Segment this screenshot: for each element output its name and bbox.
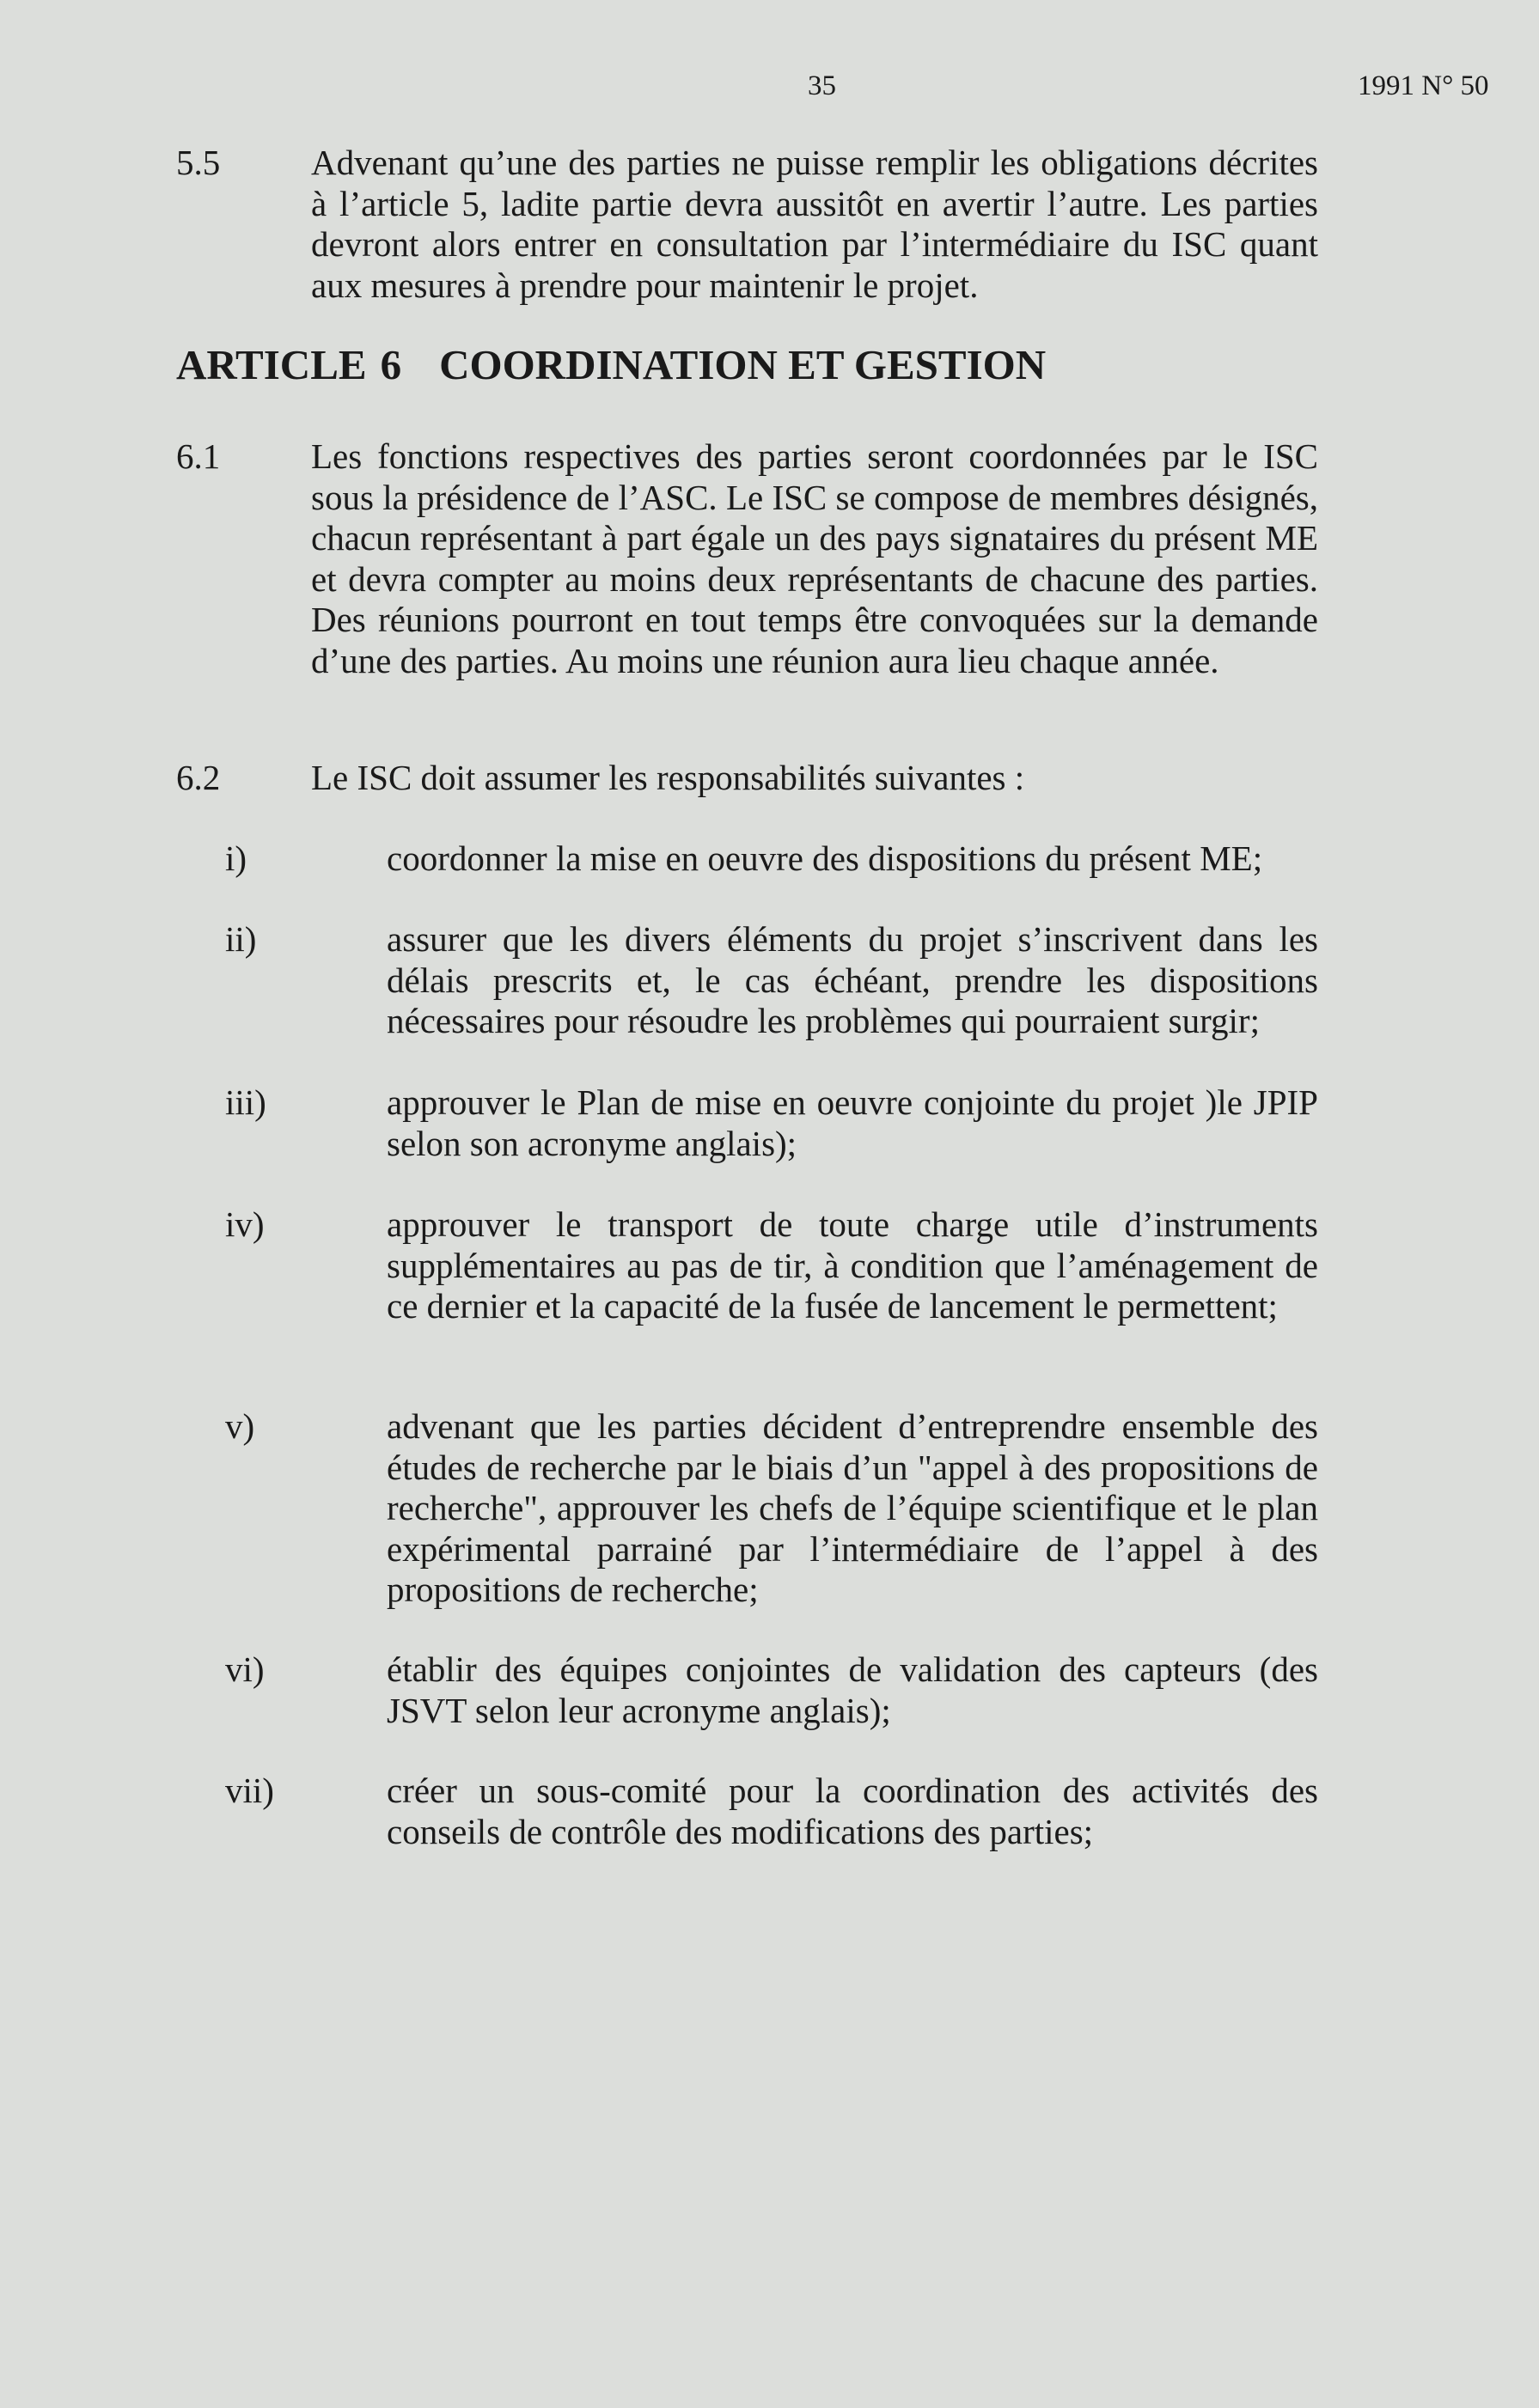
- section-number: 6.2: [176, 758, 221, 797]
- article-heading: [176, 339, 1046, 391]
- article-title: COORDINATION ET GESTION: [439, 341, 1047, 388]
- list-item-label: ii): [225, 919, 257, 959]
- list-item-label: i): [225, 838, 247, 878]
- list-item-text: créer un sous-comité pour la coordination des activités des conseils de contrôle des modifications des parties;: [387, 1771, 1318, 1851]
- list-item-text: assurer que les divers éléments du projet s’inscrivent dans les délais prescrits et, le cas échéant, prendre les dispositions nécessaires pour résoudre les problèmes qui pourraient surgir;: [387, 919, 1318, 1040]
- page-number: 35: [808, 70, 836, 101]
- list-item-text: advenant que les parties décident d’entreprendre ensemble des études de recherche par le biais d’un "appel à des propositions de recherche", approuver les chefs de l’équipe scientifique et le plan expérimental parrainé par l’intermédiaire de l’appel à des propositions de recherche;: [387, 1406, 1318, 1609]
- section-number: 5.5: [176, 143, 221, 182]
- section-text: Advenant qu’une des parties ne puisse remplir les obligations décrites à l’article 5, ladite partie devra aussitôt en avertir l’autre. Les parties devront alors entrer en consultation par l’intermédiaire du ISC quant aux mesures à prendre pour maintenir le projet.: [311, 143, 1318, 305]
- list-item-text: approuver le transport de toute charge utile d’instruments supplémentaires au pas de tir, à condition que l’aménagement de ce dernier et la capacité de la fusée de lancement le permettent;: [387, 1204, 1318, 1326]
- list-item-text: approuver le Plan de mise en oeuvre conjointe du projet )le JPIP selon son acronyme anglais);: [387, 1082, 1318, 1163]
- section-text: Le ISC doit assumer les responsabilités suivantes :: [311, 758, 1025, 797]
- list-item-label: vii): [225, 1771, 274, 1810]
- section-number: 6.1: [176, 436, 221, 476]
- list-item-label: iii): [225, 1082, 266, 1122]
- list-item-label: iv): [225, 1204, 265, 1244]
- list-item-text: coordonner la mise en oeuvre des dispositions du présent ME;: [387, 838, 1263, 878]
- section-text: Les fonctions respectives des parties seront coordonnées par le ISC sous la présidence de l’ASC. Le ISC se compose de membres désignés, chacun représentant à part égale un des pays signataires du présent ME et devra compter au moins deux représentants de chacune des parties. Des réunions pourront en tout temps être convoquées sur la demande d’une des parties. Au moins une réunion aura lieu chaque année.: [311, 436, 1318, 680]
- article-label: ARTICLE: [176, 341, 367, 388]
- list-item-label: vi): [225, 1649, 265, 1689]
- list-item-text: établir des équipes conjointes de validation des capteurs (des JSVT selon leur acronyme anglais);: [387, 1649, 1318, 1730]
- document-reference: 1991 N° 50: [1358, 70, 1489, 101]
- list-item-label: v): [225, 1406, 255, 1446]
- article-number: 6: [380, 341, 402, 388]
